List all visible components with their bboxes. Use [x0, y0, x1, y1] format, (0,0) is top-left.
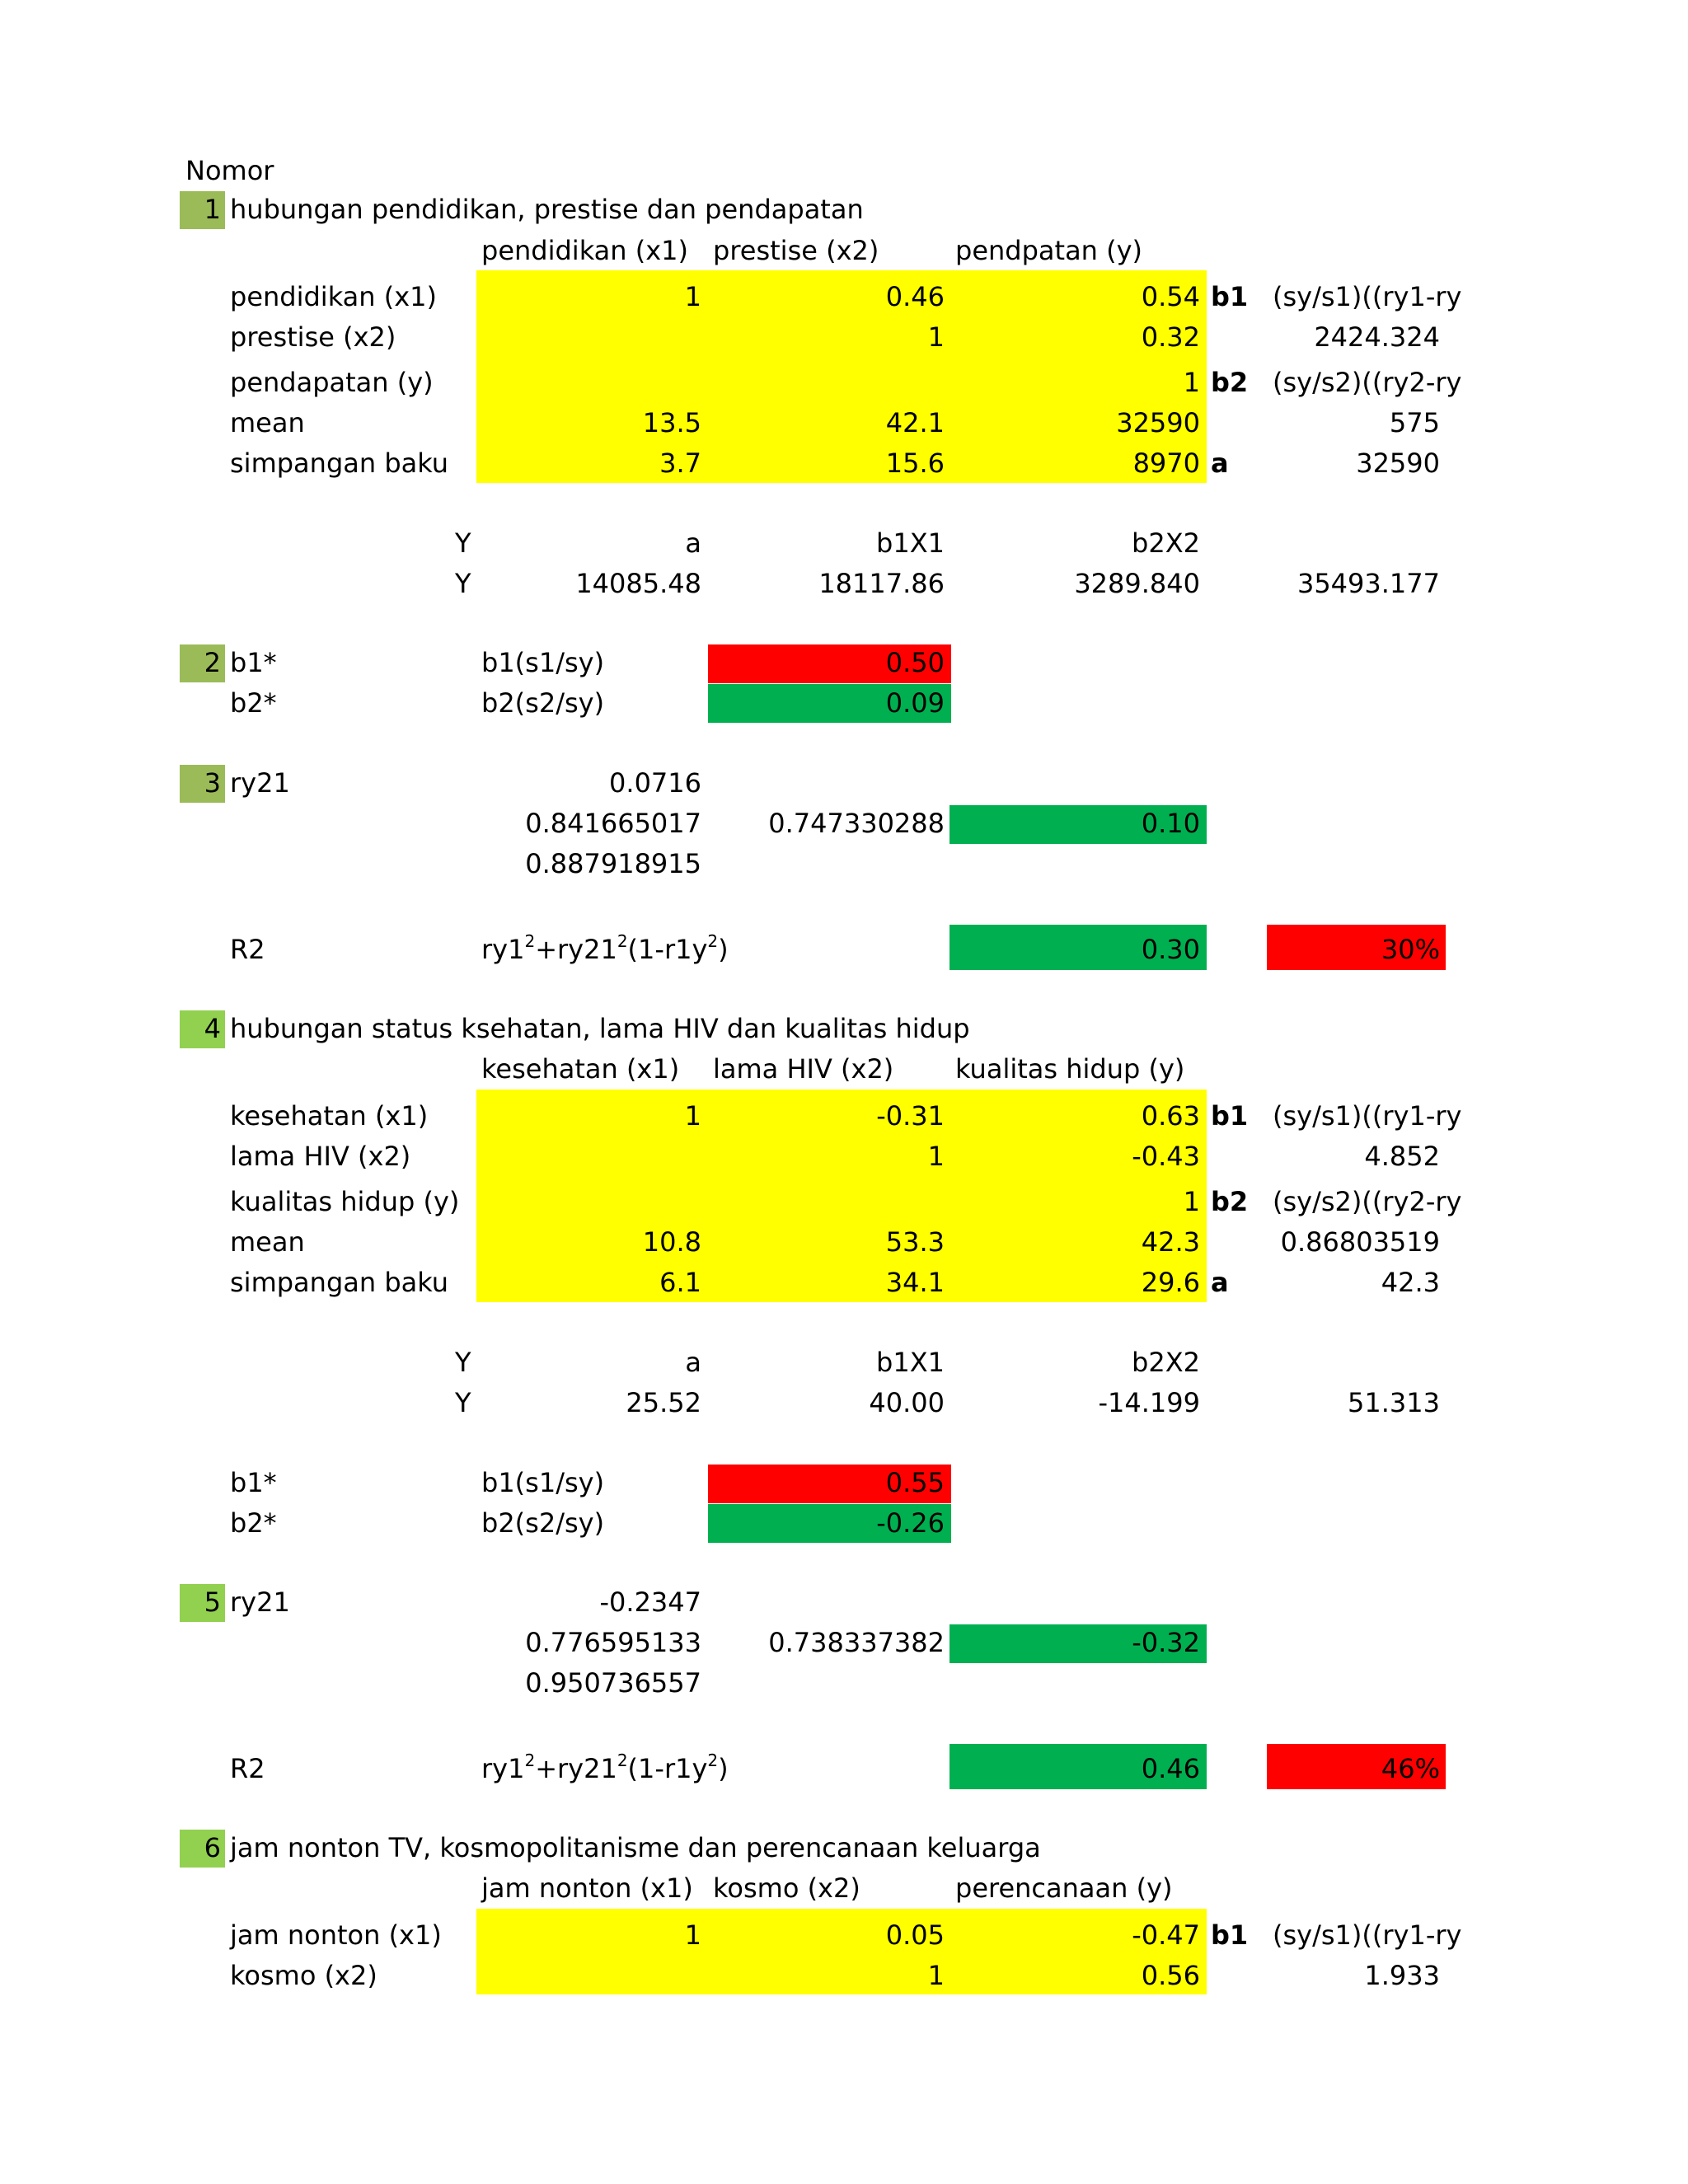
s6-row1-v1: 1 — [684, 1919, 701, 1951]
s4-b1star-formula: b1(s1/sy) — [481, 1467, 605, 1498]
s4-b2-value: 0.86803519 — [1280, 1226, 1440, 1258]
s5-v2b: 0.738337382 — [768, 1627, 945, 1658]
s1-row1-label: pendidikan (x1) — [230, 281, 437, 312]
s4-col-y-header: kualitas hidup (y) — [955, 1053, 1185, 1085]
s1-b2-label: b2 — [1211, 367, 1249, 398]
s1-row2-v2: 1 — [927, 321, 945, 353]
section-5-number: 5 — [204, 1586, 221, 1618]
s5-r2-formula: $ry1^2+ry21^2(1-r1y^2)$ — [481, 1750, 729, 1784]
s4-row1-label: kesehatan (x1) — [230, 1100, 429, 1132]
s4-row4-v1: 10.8 — [642, 1226, 701, 1258]
s1-row4-v2: 42.1 — [885, 407, 945, 438]
s2-b1star-label: b1* — [230, 647, 277, 678]
s4-row2-v2: 1 — [927, 1141, 945, 1172]
s4-row5-v2: 34.1 — [885, 1267, 945, 1298]
s3-r2-value: 0.30 — [1141, 934, 1200, 965]
s3-v2c: 0.10 — [1141, 808, 1200, 839]
s4-b2-formula: (sy/s2)((ry2-ry — [1273, 1186, 1462, 1217]
s4-eq-y: Y — [455, 1387, 471, 1418]
s1-eq-head-b2x2: b2X2 — [1132, 527, 1200, 559]
s3-v3: 0.887918915 — [525, 848, 701, 879]
s1-eq-a: 14085.48 — [575, 568, 701, 599]
s2-b2star-value: 0.09 — [885, 687, 945, 719]
s1-row5-label: simpangan baku — [230, 448, 449, 479]
s1-a-value: 32590 — [1356, 448, 1440, 479]
s3-v2: 0.841665017 — [525, 808, 701, 839]
s1-b1-value: 2424.324 — [1314, 321, 1440, 353]
s4-eq-a: 25.52 — [626, 1387, 701, 1418]
s6-b1-label: b1 — [1211, 1919, 1249, 1951]
s4-row5-v1: 6.1 — [659, 1267, 701, 1298]
s1-b1-formula: (sy/s1)((ry1-ry — [1273, 281, 1462, 312]
section-4-title: hubungan status ksehatan, lama HIV dan kualitas hidup — [230, 1013, 970, 1044]
s6-row1-label: jam nonton (x1) — [230, 1919, 442, 1951]
s2-b2star-label: b2* — [230, 687, 277, 719]
section-1-title: hubungan pendidikan, prestise dan pendapatan — [230, 194, 864, 225]
s4-row5-label: simpangan baku — [230, 1267, 449, 1298]
section-6-title: jam nonton TV, kosmopolitanisme dan perencanaan keluarga — [230, 1832, 1041, 1863]
s6-col-y-header: perencanaan (y) — [955, 1872, 1173, 1904]
s1-col-x1-header: pendidikan (x1) — [481, 235, 688, 266]
s4-b2-label: b2 — [1211, 1186, 1249, 1217]
s4-row1-v1: 1 — [684, 1100, 701, 1132]
s5-r2-label: R2 — [230, 1753, 265, 1784]
s1-row4-v1: 13.5 — [642, 407, 701, 438]
s4-a-label: a — [1211, 1267, 1229, 1298]
s6-col-x2-header: kosmo (x2) — [713, 1872, 860, 1904]
s4-eq-head-b2x2: b2X2 — [1132, 1347, 1200, 1378]
section-3-number: 3 — [204, 767, 221, 799]
s4-row1-v2: -0.31 — [876, 1100, 945, 1132]
s5-v3: 0.950736557 — [525, 1667, 701, 1699]
s4-col-x1-header: kesehatan (x1) — [481, 1053, 680, 1085]
s6-row1-v2: 0.05 — [885, 1919, 945, 1951]
s4-row5-v3: 29.6 — [1141, 1267, 1200, 1298]
s1-a-label: a — [1211, 448, 1229, 479]
s2-b1star-formula: b1(s1/sy) — [481, 647, 605, 678]
s4-eq-b2x2: -14.199 — [1098, 1387, 1200, 1418]
section-2-number: 2 — [204, 647, 221, 678]
s5-r2-percent: 46% — [1381, 1753, 1440, 1784]
s4-row4-label: mean — [230, 1226, 305, 1258]
s1-row5-v2: 15.6 — [885, 448, 945, 479]
s1-row1-v1: 1 — [684, 281, 701, 312]
s6-row2-label: kosmo (x2) — [230, 1960, 377, 1991]
s6-row1-v3: -0.47 — [1132, 1919, 1200, 1951]
s4-b2star-label: b2* — [230, 1507, 277, 1539]
s2-b1star-value: 0.50 — [885, 647, 945, 678]
s4-eq-total: 51.313 — [1348, 1387, 1440, 1418]
s1-row1-v3: 0.54 — [1141, 281, 1200, 312]
s1-b1-label: b1 — [1211, 281, 1249, 312]
s1-row1-v2: 0.46 — [885, 281, 945, 312]
s2-b2star-formula: b2(s2/sy) — [481, 687, 605, 719]
s1-eq-b1x1: 18117.86 — [818, 568, 945, 599]
s6-row2-v2: 1 — [927, 1960, 945, 1991]
s1-row2-v3: 0.32 — [1141, 321, 1200, 353]
s4-b1-label: b1 — [1211, 1100, 1249, 1132]
s1-row3-label: pendapatan (y) — [230, 367, 434, 398]
s4-eq-head-a: a — [685, 1347, 701, 1378]
s4-b2star-formula: b2(s2/sy) — [481, 1507, 605, 1539]
s1-eq-y: Y — [455, 568, 471, 599]
s3-r2-formula: $ry1^2+ry21^2(1-r1y^2)$ — [481, 931, 729, 965]
s5-v2: 0.776595133 — [525, 1627, 701, 1658]
s5-v2c: -0.32 — [1132, 1627, 1200, 1658]
section-1-number: 1 — [204, 194, 221, 225]
s1-b2-formula: (sy/s2)((ry2-ry — [1273, 367, 1462, 398]
s1-row4-v3: 32590 — [1116, 407, 1200, 438]
s4-b1-value: 4.852 — [1364, 1141, 1440, 1172]
s6-row2-v3: 0.56 — [1141, 1960, 1200, 1991]
s4-row4-v2: 53.3 — [885, 1226, 945, 1258]
section-4-number: 4 — [204, 1013, 221, 1044]
s4-b1star-label: b1* — [230, 1467, 277, 1498]
nomor-header: Nomor — [185, 155, 274, 186]
section-6-number: 6 — [204, 1832, 221, 1863]
s4-row1-v3: 0.63 — [1141, 1100, 1200, 1132]
s1-eq-head-y: Y — [455, 527, 471, 559]
s1-b2-value: 575 — [1389, 407, 1440, 438]
s3-r2-percent: 30% — [1381, 934, 1440, 965]
s4-eq-head-y: Y — [455, 1347, 471, 1378]
s6-b1-formula: (sy/s1)((ry1-ry — [1273, 1919, 1462, 1951]
s5-r2-value: 0.46 — [1141, 1753, 1200, 1784]
s1-row5-v3: 8970 — [1132, 448, 1200, 479]
s1-eq-b2x2: 3289.840 — [1074, 568, 1200, 599]
s4-row2-v3: -0.43 — [1132, 1141, 1200, 1172]
s4-row4-v3: 42.3 — [1141, 1226, 1200, 1258]
s5-v1: -0.2347 — [599, 1586, 701, 1618]
s1-eq-head-a: a — [685, 527, 701, 559]
s4-eq-head-b1x1: b1X1 — [876, 1347, 945, 1378]
s1-col-y-header: pendpatan (y) — [955, 235, 1143, 266]
s4-b1-formula: (sy/s1)((ry1-ry — [1273, 1100, 1462, 1132]
s4-a-value: 42.3 — [1381, 1267, 1440, 1298]
s1-row3-v3: 1 — [1183, 367, 1200, 398]
s4-eq-b1x1: 40.00 — [869, 1387, 945, 1418]
s6-b1-value: 1.933 — [1364, 1960, 1440, 1991]
s3-label: ry21 — [230, 767, 290, 799]
s3-v1: 0.0716 — [609, 767, 701, 799]
s4-row3-v3: 1 — [1183, 1186, 1200, 1217]
s4-row2-label: lama HIV (x2) — [230, 1141, 411, 1172]
s1-col-x2-header: prestise (x2) — [713, 235, 879, 266]
s1-row5-v1: 3.7 — [659, 448, 701, 479]
s4-b2star-value: -0.26 — [876, 1507, 945, 1539]
s1-row4-label: mean — [230, 407, 305, 438]
s1-row2-label: prestise (x2) — [230, 321, 396, 353]
s4-b1star-value: 0.55 — [885, 1467, 945, 1498]
s3-v2b: 0.747330288 — [768, 808, 945, 839]
s6-col-x1-header: jam nonton (x1) — [481, 1872, 693, 1904]
s1-eq-total: 35493.177 — [1296, 568, 1440, 599]
s5-label: ry21 — [230, 1586, 290, 1618]
s4-col-x2-header: lama HIV (x2) — [713, 1053, 894, 1085]
s4-row3-label: kualitas hidup (y) — [230, 1186, 460, 1217]
s3-r2-label: R2 — [230, 934, 265, 965]
s1-eq-head-b1x1: b1X1 — [876, 527, 945, 559]
